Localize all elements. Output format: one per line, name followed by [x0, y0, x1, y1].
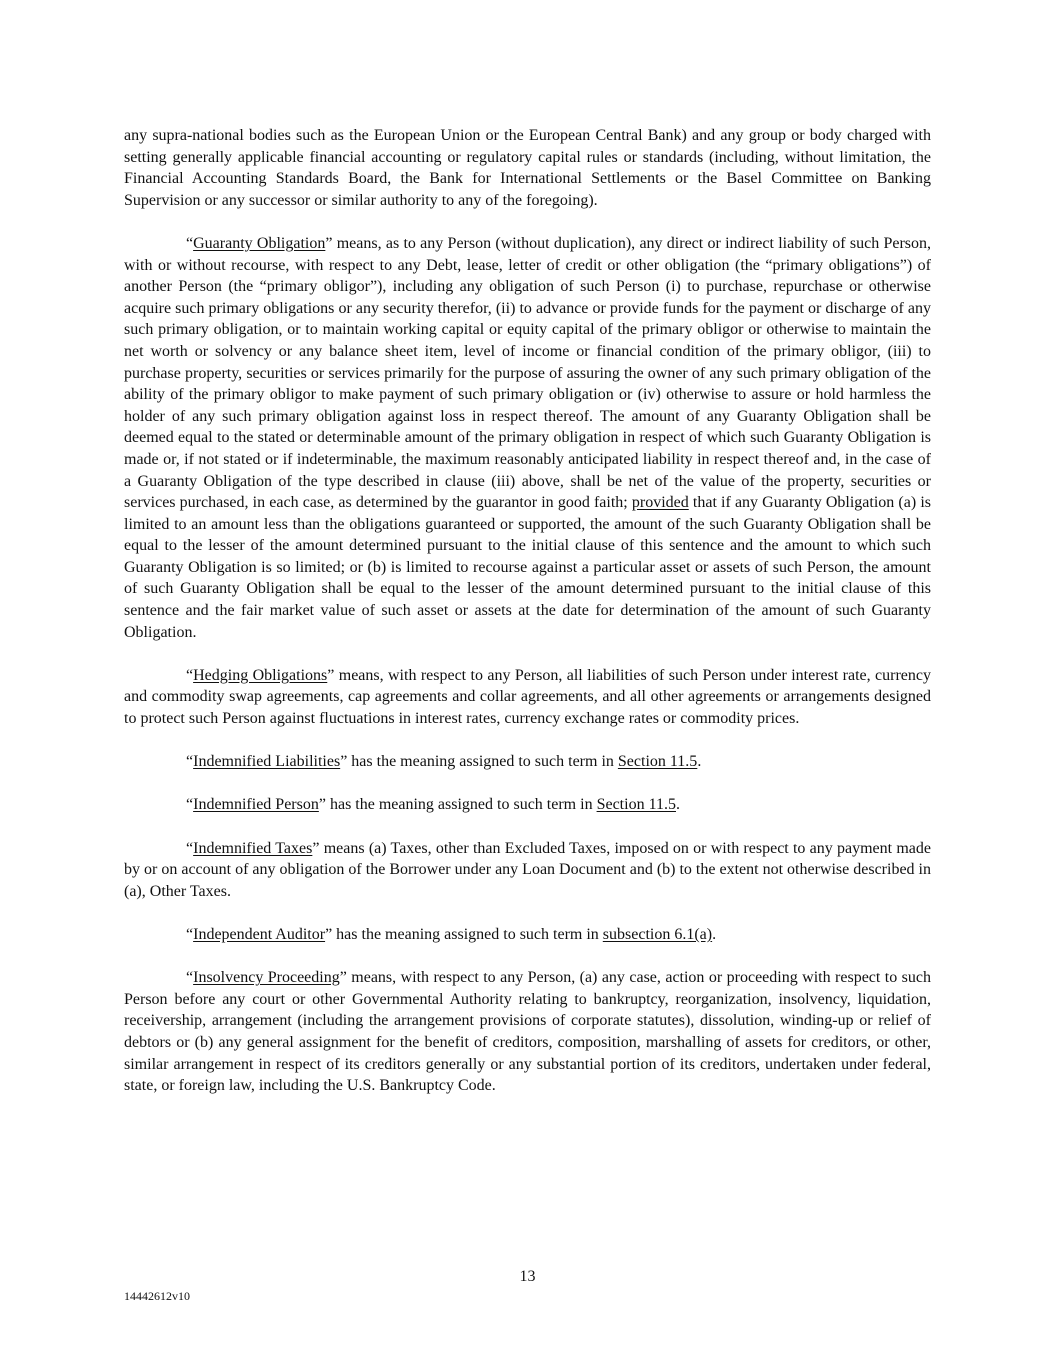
- proviso-term: provided: [631, 494, 689, 512]
- section-reference: subsection 6.1(a): [602, 925, 713, 943]
- definition-text: ” has the meaning assigned to such term in: [325, 925, 603, 943]
- defined-term: Independent Auditor: [193, 925, 326, 943]
- open-quote: “: [186, 839, 194, 857]
- page-number: 13: [519, 1268, 536, 1285]
- defined-term: Indemnified Taxes: [193, 839, 313, 857]
- definition-indemnified-liabilities: [124, 751, 931, 773]
- definition-text-end: .: [697, 753, 702, 771]
- definition-text: ” means, as to any Person (without duplication), any direct or indirect liability of such Person, with or without recourse, with respect to any Debt, lease, letter of credit or other obligation (the “primary obligations”) of another Person (the “primary obligor”), including any obligation of such Person (i) to purchase, repurchase or otherwise acquire such primary obligations or any security therefor, (ii) to advance or provide funds for the payment or discharge of any such primary obligation, or to maintain working capital or equity capital of the primary obligor or otherwise to maintain the net worth or solvency or any balance sheet item, level of income or financial condition of the primary obligor, (iii) to purchase property, securities or services primarily for the purpose of assuring the owner of any such primary obligation of the ability of the primary obligor to make payment of such primary obligation or (iv) otherwise to assure or hold harmless the holder of any such primary obligation against loss in respect thereof. The amount of any Guaranty Obligation shall be deemed equal to the stated or determinable amount of the primary obligation in respect of which such Guaranty Obligation is made or, if not stated or if indeterminable, the maximum reasonably anticipated liability in respect thereof and, in the case of a Guaranty Obligation of the type described in clause (iii) above, shall be net of the value of the property, securities or services purchased, in each case, as determined by the guarantor in good faith;: [124, 234, 932, 512]
- open-quote: “: [186, 753, 194, 771]
- open-quote: “: [186, 666, 194, 684]
- definition-text: ” means (a) Taxes, other than Excluded Taxes, imposed on or with respect to any payment made by or on account of any obligation of the Borrower under any Loan Document and (b) to the extent not otherwise described in (a), Other Taxes.: [124, 839, 931, 900]
- open-quote: “: [186, 969, 194, 987]
- definition-hedging-obligations: [124, 665, 931, 730]
- definition-text: ” means, with respect to any Person, (a) any case, action or proceeding with respect to such Person before any court or other Governmental Authority relating to bankruptcy, reorganization, insolvency, liquidation, receivership, arrangement (including the arrangement provisions of corporate statutes), dissolution, winding-up or relief of debtors or (b) any general assignment for the benefit of creditors, composition, marshalling of assets for creditors, or other, similar arrangement in respect of its creditors generally or any substantial portion of its creditors, undertaken under federal, state, or foreign law, including the U.S. Bankruptcy Code.: [124, 969, 931, 1095]
- open-quote: “: [186, 796, 194, 814]
- definition-text-end: .: [675, 796, 680, 814]
- paragraph-authority-continued: [124, 125, 931, 211]
- definition-independent-auditor: [124, 924, 931, 946]
- defined-term: Hedging Obligations: [193, 666, 328, 684]
- defined-term: Indemnified Liabilities: [193, 753, 341, 771]
- definition-text: ” has the meaning assigned to such term in: [340, 753, 618, 771]
- document-id: 14442612v10: [124, 1289, 190, 1303]
- defined-term: Indemnified Person: [193, 796, 319, 814]
- definition-text: ” means, with respect to any Person, all liabilities of such Person under interest rate, currency and commodity swap agreements, cap agreements and collar agreements, and all other agreements or arrangements designed to protect such Person against fluctuations in interest rates, currency exchange rates or commodity prices.: [124, 666, 932, 728]
- open-quote: “: [186, 925, 194, 943]
- definition-guaranty-obligation: [124, 233, 931, 643]
- definition-text-end: .: [712, 925, 717, 943]
- definition-indemnified-person: [124, 794, 931, 816]
- definition-indemnified-taxes: [124, 838, 931, 903]
- defined-term: Insolvency Proceeding: [193, 969, 340, 987]
- definition-text-continued: that if any Guaranty Obligation (a) is limited to an amount less than the obligations guaranteed or supported, the amount of the such Guaranty Obligation shall be equal to the lesser of the amount determined pursuant to the initial clause of this sentence and the amount to which such Guaranty Obligation is so limited; or (b) is limited to recourse against a particular asset or assets of such Person, the amount of such Guaranty Obligation shall be equal to the lesser of the amount determined pursuant to the initial clause of this sentence and the fair market value of such asset or assets at the date for determination of the amount of such Guaranty Obligation.: [124, 494, 932, 641]
- definition-insolvency-proceeding: [124, 967, 931, 1097]
- open-quote: “: [186, 234, 194, 252]
- section-reference: Section 11.5: [617, 753, 698, 771]
- paragraph-text: any supra-national bodies such as the European Union or the European Central Bank) and any group or body charged with setting generally applicable financial accounting or regulatory capital rules or standards (including, without limitation, the Financial Accounting Standards Board, the Bank for International Settlements or the Basel Committee on Banking Supervision or any successor or similar authority to any of the foregoing).: [124, 127, 931, 209]
- document-body: [124, 125, 931, 1118]
- defined-term: Guaranty Obligation: [193, 234, 326, 252]
- definition-text: ” has the meaning assigned to such term in: [318, 796, 597, 814]
- section-reference: Section 11.5: [596, 796, 676, 814]
